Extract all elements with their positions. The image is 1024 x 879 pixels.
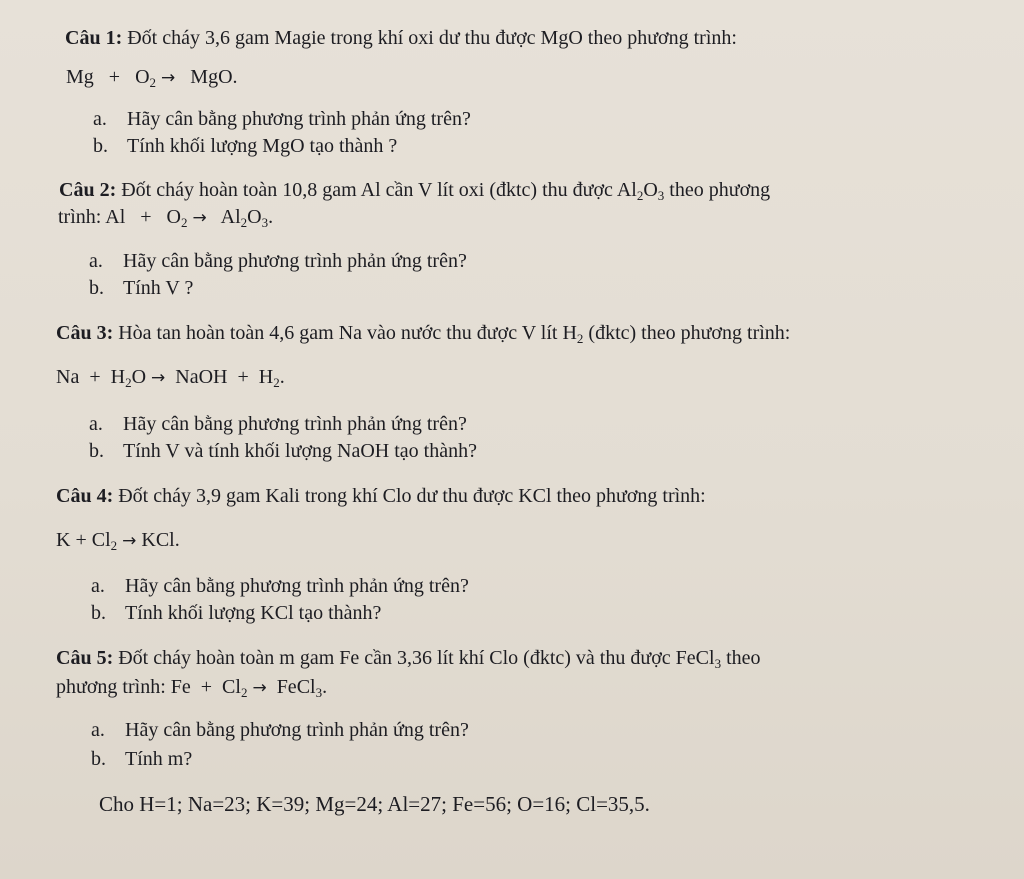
- question-2-item-b: b. Tính V ?: [89, 277, 194, 299]
- arrow-icon: →: [161, 68, 176, 88]
- question-3-heading: Câu 3: Hòa tan hoàn toàn 4,6 gam Na vào nước thu được V lít $H_2$ (đktc) theo phương trình:: [56, 322, 791, 346]
- question-4-text: Đốt cháy 3,9 gam Kali trong khí Clo dư thu được KCl theo phương trình:: [118, 485, 706, 507]
- atomic-masses-note: Cho H=1; Na=23; K=39; Mg=24; Al=27; Fe=56; O=16; Cl=35,5.: [99, 792, 650, 816]
- question-4-equation: $K + Cl_2$ → KCl.: [56, 529, 180, 553]
- arrow-icon: →: [252, 678, 267, 698]
- question-3-item-b: b. Tính V và tính khối lượng NaOH tạo thành?: [89, 440, 477, 462]
- question-3-item-a: a. Hãy cân bằng phương trình phản ứng trên?: [89, 413, 467, 435]
- question-2-equation: trình: Al + $O_2$ → $Al_2O_3$.: [58, 206, 274, 230]
- question-1-heading: [65, 26, 737, 50]
- question-5-item-b: b. Tính m?: [91, 748, 193, 770]
- question-4-item-b: b. Tính khối lượng KCl tạo thành?: [91, 602, 382, 624]
- question-5-heading: Câu 5: Đốt cháy hoàn toàn m gam Fe cần 3,36 lít khí Clo (đktc) và thu được FeCl$_3$ theo: [56, 647, 761, 671]
- question-5-item-a: a. Hãy cân bằng phương trình phản ứng trên?: [91, 719, 469, 741]
- question-1-text: Đốt cháy 3,6 gam Magie trong khí oxi dư thu được MgO theo phương trình:: [127, 27, 737, 49]
- question-4-heading: [56, 484, 706, 508]
- question-1-item-a: a. Hãy cân bằng phương trình phản ứng trên?: [93, 108, 471, 130]
- arrow-icon: →: [122, 531, 137, 551]
- question-3-equation: $Na + H_2O$ → NaOH + $H_2$.: [56, 366, 285, 390]
- arrow-icon: →: [192, 208, 207, 228]
- arrow-icon: →: [151, 368, 166, 388]
- question-5-equation: phương trình: $Fe + Cl_2$ → FeCl$_3$.: [56, 676, 328, 700]
- question-2-item-a: a. Hãy cân bằng phương trình phản ứng trên?: [89, 250, 467, 272]
- question-5-text: Đốt cháy hoàn toàn m gam Fe cần 3,36 lít khí Clo (đktc) và thu được: [118, 647, 671, 669]
- question-3-text: Hòa tan hoàn toàn 4,6 gam Na vào nước thu được V lít H: [118, 322, 577, 344]
- question-4-title: Câu 4:: [56, 485, 114, 507]
- question-1-title: Câu 1:: [65, 27, 123, 49]
- question-2-text: Đốt cháy hoàn toàn 10,8 gam Al cần V lít oxi (đktc) thu được: [121, 179, 613, 201]
- question-2-heading: Câu 2: Đốt cháy hoàn toàn 10,8 gam Al cần V lít oxi (đktc) thu được $Al_2O_3$ theo phương: [59, 179, 771, 203]
- question-4-item-a: a. Hãy cân bằng phương trình phản ứng trên?: [91, 575, 469, 597]
- question-5-title: Câu 5:: [56, 647, 114, 669]
- question-2-title: Câu 2:: [59, 179, 117, 201]
- question-1-item-b: b. Tính khối lượng MgO tạo thành ?: [93, 135, 398, 157]
- question-1-equation: Mg + $O_2$ → MgO.: [66, 66, 238, 90]
- question-3-title: Câu 3:: [56, 322, 114, 344]
